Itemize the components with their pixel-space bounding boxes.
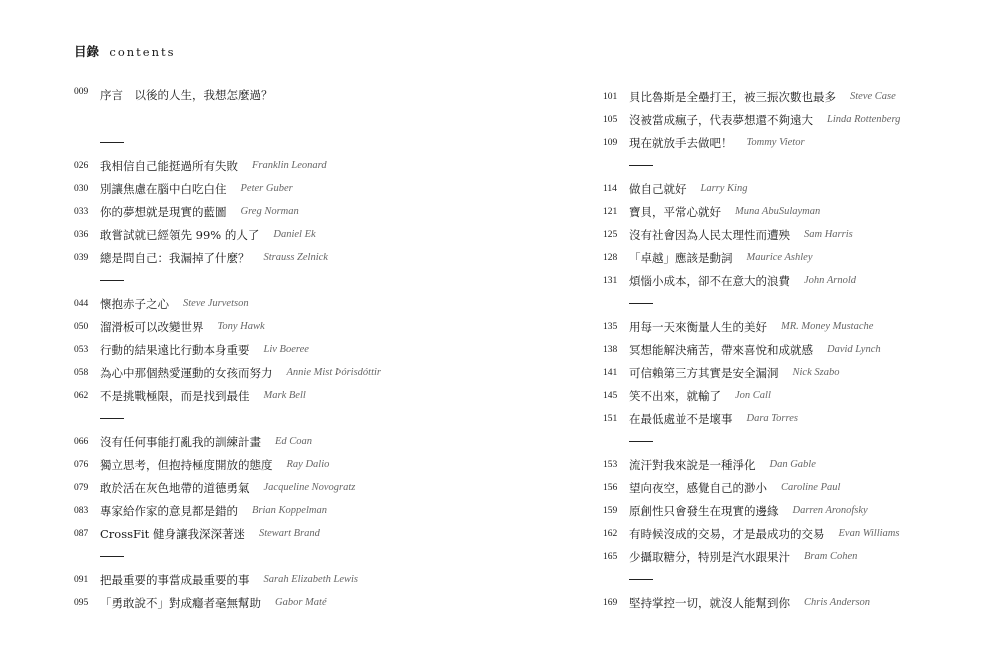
- chapter-title: 我相信自己能挺過所有失敗: [100, 158, 238, 173]
- chapter-title: 懷抱赤子之心: [100, 296, 169, 311]
- toc-entry[interactable]: [603, 591, 1000, 614]
- page-number: 121: [603, 206, 618, 217]
- divider-line: [629, 579, 653, 580]
- toc-entry[interactable]: [603, 200, 1000, 223]
- chapter-title: 你的夢想就是現實的藍圖: [100, 204, 227, 219]
- chapter-author: Larry King: [700, 183, 748, 194]
- chapter-author: Dan Gable: [769, 459, 816, 470]
- page-number: 026: [74, 160, 89, 171]
- page-number: 087: [74, 528, 89, 539]
- toc-subtitle: contents: [109, 45, 176, 59]
- page-number: 050: [74, 321, 89, 332]
- chapter-title: 行動的結果遠比行動本身重要: [100, 342, 250, 357]
- toc-entry[interactable]: [74, 522, 474, 545]
- toc-entry[interactable]: [74, 177, 474, 200]
- page-number: 076: [74, 459, 89, 470]
- chapter-title: 敢嘗試就已經領先 99% 的人了: [100, 227, 260, 242]
- page-number: 162: [603, 528, 618, 539]
- chapter-title: 總是問自己：我漏掉了什麼？: [100, 250, 250, 265]
- chapter-title: 流汗對我來說是一種淨化: [629, 457, 756, 472]
- toc-entry[interactable]: [603, 499, 1000, 522]
- chapter-author: David Lynch: [827, 344, 881, 355]
- toc-column-left: [74, 85, 474, 614]
- chapter-author: Chris Anderson: [804, 597, 871, 608]
- divider-line: [629, 303, 653, 304]
- chapter-author: Bram Cohen: [804, 551, 858, 562]
- toc-entry[interactable]: [74, 361, 474, 384]
- page-number: 079: [74, 482, 89, 493]
- section-divider: [603, 430, 1000, 453]
- page-number: 159: [603, 505, 618, 516]
- toc-entry[interactable]: [74, 499, 474, 522]
- page-number: 095: [74, 597, 89, 608]
- page-number: 135: [603, 321, 618, 332]
- chapter-title: 少攝取糖分，特別是汽水跟果汁: [629, 549, 790, 564]
- page-number: 030: [74, 183, 89, 194]
- chapter-title: 寶貝，平常心就好: [629, 204, 721, 219]
- chapter-title: 笑不出來，就輸了: [629, 388, 721, 403]
- toc-heading: [74, 42, 176, 60]
- page-number: 145: [603, 390, 618, 401]
- page-number: 062: [74, 390, 89, 401]
- chapter-author: Darren Aronofsky: [792, 505, 868, 516]
- divider-line: [629, 165, 653, 166]
- page-number: 131: [603, 275, 618, 286]
- page-number: 036: [74, 229, 89, 240]
- page-number: 058: [74, 367, 89, 378]
- page-number: 151: [603, 413, 618, 424]
- chapter-title: 原創性只會發生在現實的邊緣: [629, 503, 779, 518]
- chapter-author: Mark Bell: [263, 390, 306, 401]
- toc-entry[interactable]: [603, 338, 1000, 361]
- toc-entry[interactable]: [603, 361, 1000, 384]
- chapter-author: Steve Case: [850, 91, 896, 102]
- chapter-author: Brian Koppelman: [252, 505, 327, 516]
- divider-line: [629, 441, 653, 442]
- chapter-title: 「卓越」應該是動詞: [629, 250, 733, 265]
- chapter-title: 「勇敢說不」對成癮者毫無幫助: [100, 595, 261, 610]
- toc-entry[interactable]: [74, 384, 474, 407]
- chapter-author: Ed Coan: [275, 436, 313, 447]
- chapter-author: Greg Norman: [240, 206, 299, 217]
- chapter-title: 在最低處並不是壞事: [629, 411, 733, 426]
- chapter-title: 沒有社會因為人民太理性而遭殃: [629, 227, 790, 242]
- chapter-title: 望向夜空，感覺自己的渺小: [629, 480, 767, 495]
- chapter-title: 沒有任何事能打亂我的訓練計畫: [100, 434, 261, 449]
- chapter-title: 做自己就好: [629, 181, 687, 196]
- chapter-author: Daniel Ek: [273, 229, 316, 240]
- divider-line: [100, 556, 124, 557]
- page-number: 109: [603, 137, 618, 148]
- chapter-author: Ray Dalio: [286, 459, 330, 470]
- chapter-author: Linda Rottenberg: [827, 114, 901, 125]
- chapter-author: Tony Hawk: [217, 321, 265, 332]
- chapter-author: Sarah Elizabeth Lewis: [263, 574, 359, 585]
- toc-entry[interactable]: [74, 85, 474, 131]
- chapter-author: Tommy Vietor: [746, 137, 805, 148]
- chapter-author: Jon Call: [735, 390, 771, 401]
- chapter-author: Muna AbuSulayman: [735, 206, 821, 217]
- chapter-title: 不是挑戰極限，而是找到最佳: [100, 388, 250, 403]
- chapter-title: 冥想能解決痛苦，帶來喜悅和成就感: [629, 342, 813, 357]
- toc-entry[interactable]: [603, 407, 1000, 430]
- section-divider: [603, 292, 1000, 315]
- chapter-title: 煩惱小成本，卻不在意大的浪費: [629, 273, 790, 288]
- toc-entry[interactable]: [603, 85, 1000, 108]
- page-number: 128: [603, 252, 618, 263]
- chapter-author: Nick Szabo: [792, 367, 840, 378]
- chapter-author: Jacqueline Novogratz: [263, 482, 356, 493]
- chapter-author: Peter Guber: [240, 183, 293, 194]
- section-divider: [74, 407, 474, 430]
- chapter-title: 用每一天來衡量人生的美好: [629, 319, 767, 334]
- toc-entry[interactable]: [74, 246, 474, 269]
- chapter-author: Strauss Zelnick: [263, 252, 328, 263]
- page-number: 105: [603, 114, 618, 125]
- toc-entry[interactable]: [74, 476, 474, 499]
- chapter-author: Caroline Paul: [781, 482, 841, 493]
- toc-entry[interactable]: [603, 223, 1000, 246]
- divider-line: [100, 280, 124, 281]
- chapter-author: Maurice Ashley: [746, 252, 813, 263]
- chapter-title: 把最重要的事當成最重要的事: [100, 572, 250, 587]
- chapter-title: 獨立思考，但抱持極度開放的態度: [100, 457, 273, 472]
- toc-title: 目錄: [74, 44, 100, 59]
- page-number: 039: [74, 252, 89, 263]
- chapter-author: Dara Torres: [746, 413, 798, 424]
- chapter-author: Annie Mist Þórisdóttir: [286, 367, 381, 378]
- toc-entry[interactable]: [603, 453, 1000, 476]
- chapter-title: 貝比魯斯是全壘打王，被三振次數也最多: [629, 89, 836, 104]
- chapter-title: 專家給作家的意見都是錯的: [100, 503, 238, 518]
- chapter-author: Liv Boeree: [263, 344, 309, 355]
- toc-entry[interactable]: [74, 430, 474, 453]
- section-divider: [74, 545, 474, 568]
- page-number: 165: [603, 551, 618, 562]
- page-number: 169: [603, 597, 618, 608]
- toc-entry[interactable]: [603, 476, 1000, 499]
- page-number: 066: [74, 436, 89, 447]
- chapter-author: Stewart Brand: [258, 528, 320, 539]
- page-number: 138: [603, 344, 618, 355]
- chapter-title: 溜滑板可以改變世界: [100, 319, 204, 334]
- divider-line: [100, 142, 124, 143]
- page-number: 033: [74, 206, 89, 217]
- toc-entry[interactable]: [74, 315, 474, 338]
- page-number: 053: [74, 344, 89, 355]
- toc-entry[interactable]: [74, 568, 474, 591]
- chapter-title: 有時候沒成的交易，才是最成功的交易: [629, 526, 825, 541]
- chapter-title: 序言 以後的人生，我想怎麼過？: [100, 88, 273, 102]
- toc-entry[interactable]: [603, 269, 1000, 292]
- page-number: 044: [74, 298, 89, 309]
- page-number: 141: [603, 367, 618, 378]
- toc-entry[interactable]: [603, 384, 1000, 407]
- section-divider: [603, 154, 1000, 177]
- chapter-title: 現在就放手去做吧！: [629, 135, 733, 150]
- chapter-title: 可信賴第三方其實是安全漏洞: [629, 365, 779, 380]
- toc-entry[interactable]: [603, 315, 1000, 338]
- chapter-title: 敢於活在灰色地帶的道德勇氣: [100, 480, 250, 495]
- toc-entry[interactable]: [74, 338, 474, 361]
- section-divider: [74, 269, 474, 292]
- chapter-title: CrossFit 健身讓我深深著迷: [100, 526, 245, 541]
- page-number: 101: [603, 91, 618, 102]
- toc-entry[interactable]: [603, 108, 1000, 131]
- chapter-title: 別讓焦慮在腦中白吃白住: [100, 181, 227, 196]
- toc-entry[interactable]: [603, 545, 1000, 568]
- chapter-title: 為心中那個熱愛運動的女孩而努力: [100, 365, 273, 380]
- toc-entry[interactable]: [603, 177, 1000, 200]
- toc-entry[interactable]: [74, 154, 474, 177]
- toc-entry[interactable]: [74, 591, 474, 614]
- section-divider: [603, 568, 1000, 591]
- chapter-author: Gabor Maté: [275, 597, 327, 608]
- toc-entry[interactable]: [74, 453, 474, 476]
- page-number: 156: [603, 482, 618, 493]
- chapter-author: Steve Jurvetson: [183, 298, 249, 309]
- toc-entry[interactable]: [603, 131, 1000, 154]
- toc-entry[interactable]: [74, 200, 474, 223]
- toc-entry[interactable]: [603, 246, 1000, 269]
- chapter-author: Sam Harris: [804, 229, 853, 240]
- page-number: 153: [603, 459, 618, 470]
- toc-column-right: [603, 85, 1000, 614]
- toc-entry[interactable]: [74, 223, 474, 246]
- chapter-author: Franklin Leonard: [252, 160, 327, 171]
- chapter-title: 堅持掌控一切，就沒人能幫到你: [629, 595, 790, 610]
- section-divider: [74, 131, 474, 154]
- page-number: 114: [603, 183, 617, 194]
- toc-entry[interactable]: [603, 522, 1000, 545]
- chapter-title: 沒被當成瘋子，代表夢想還不夠遠大: [629, 112, 813, 127]
- page-number: 083: [74, 505, 89, 516]
- chapter-author: John Arnold: [804, 275, 857, 286]
- chapter-author: MR. Money Mustache: [781, 321, 874, 332]
- chapter-author: Evan Williams: [838, 528, 900, 539]
- page-number: 009: [74, 87, 89, 97]
- divider-line: [100, 418, 124, 419]
- page-number: 091: [74, 574, 89, 585]
- toc-entry[interactable]: [74, 292, 474, 315]
- page-number: 125: [603, 229, 618, 240]
